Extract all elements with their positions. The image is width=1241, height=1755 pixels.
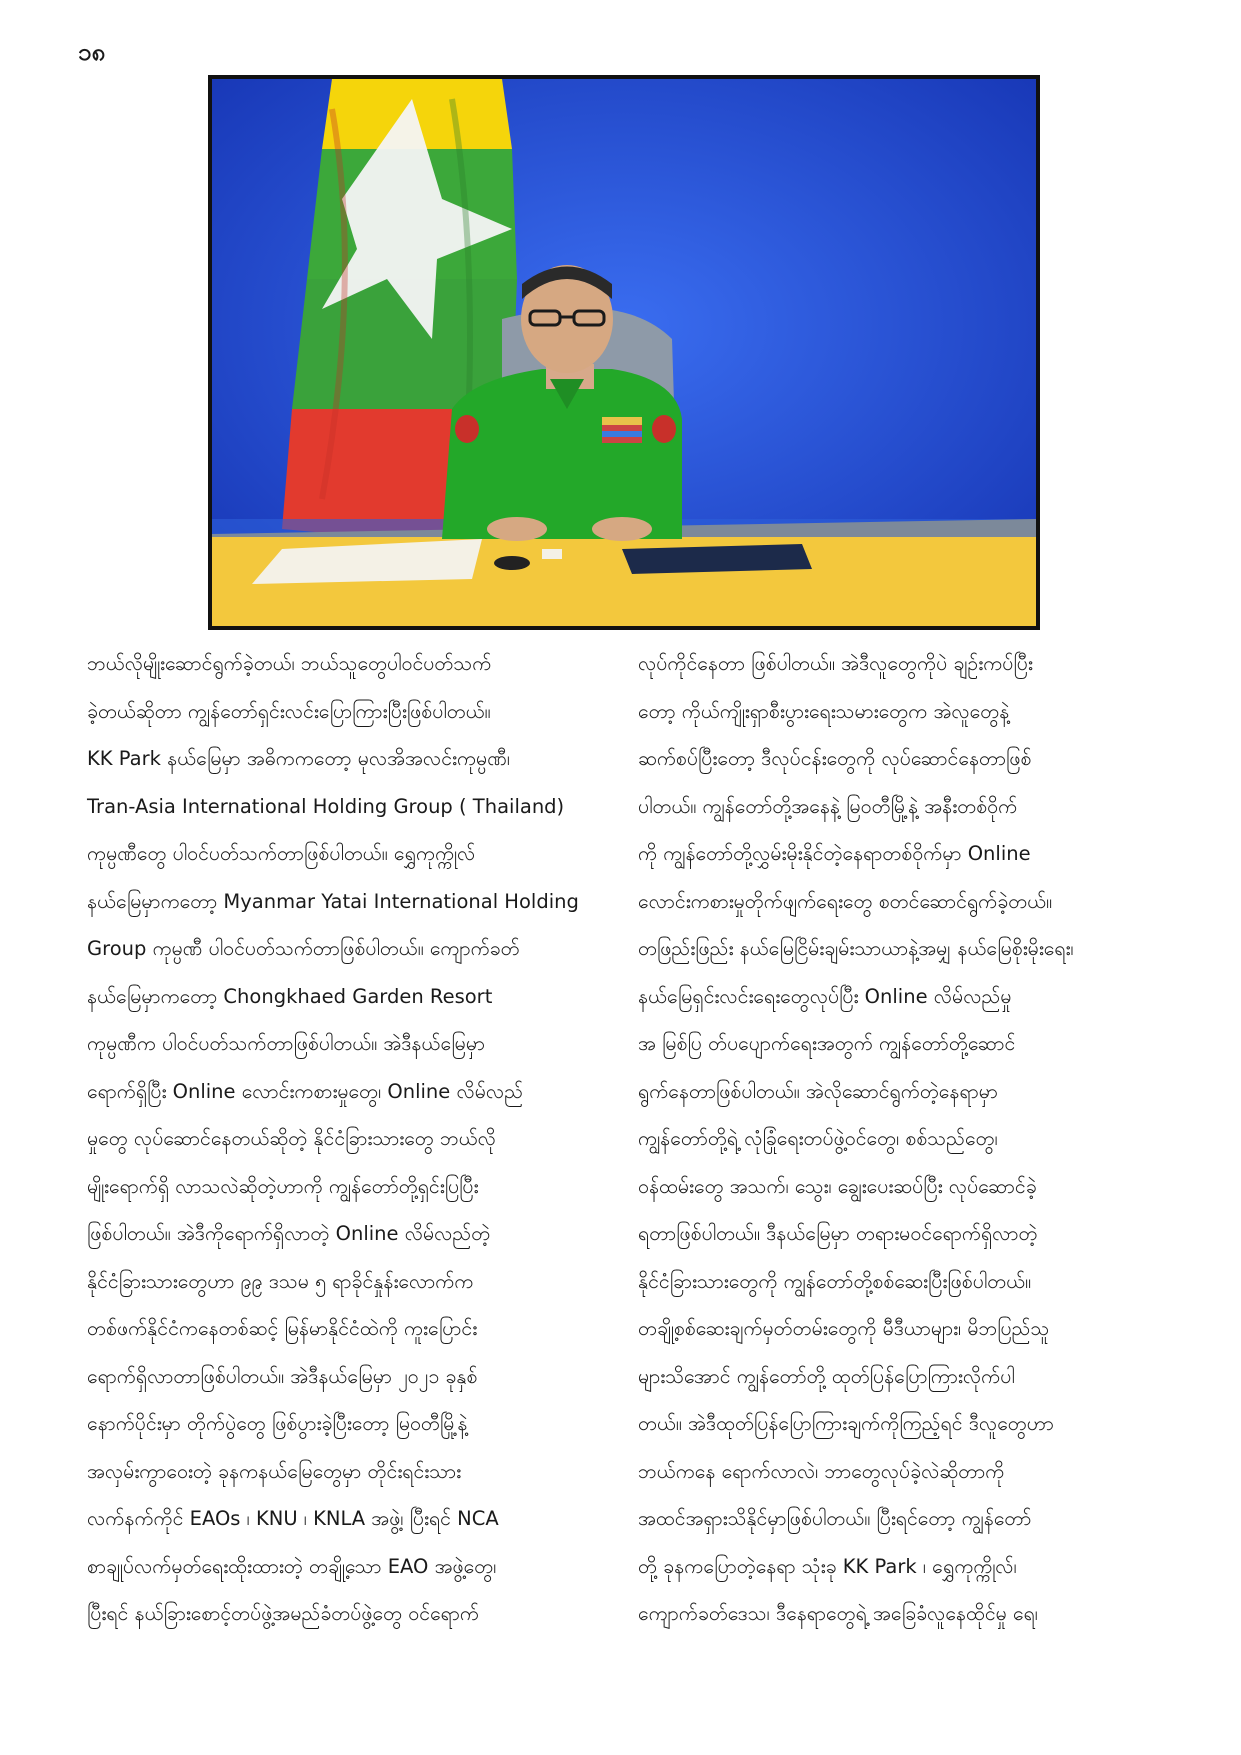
text-line: စာချုပ်လက်မှတ်ရေးထိုးထားတဲ့ တချို့သော EAO အဖွဲ့တွေ၊ [87,1554,497,1578]
shoulder-patch-right [652,415,676,443]
text-line: များသိအောင် ကျွန်တော်တို့ ထုတ်ပြန်ပြောကြားလိုက်ပါ [638,1364,1015,1388]
article-column-left [87,640,602,1638]
article-column-right [638,640,1153,1638]
official-photo-illustration [212,79,1036,626]
page-number: ၁၈ [78,38,106,66]
text-line: အ မြစ်ပြ တ်ပပျောက်ရေးအတွက် ကျွန်တော်တို့ဆောင် [638,1032,1016,1055]
text-line: နယ်မြေမှာကတော့ Chongkhaed Garden Resort [87,984,493,1008]
text-line: မျိုးရောက်ရှိ လာသလဲဆိုတဲ့ဟာကို ကျွန်တော်တို့ရှင်းပြပြီး [87,1174,479,1198]
text-line: တချို့စစ်ဆေးချက်မှတ်တမ်းတွေကို မီဒီယာများ၊ မိဘပြည်သူ [638,1317,1050,1340]
text-line: ရွက်နေတာဖြစ်ပါတယ်။ အဲလိုဆောင်ရွက်တဲ့နေရာမှာ [638,1079,998,1103]
text-line: တော့ ကိုယ်ကျိုးရှာစီးပွားရေးသမားတွေက အဲလူတွေနဲ့ [638,699,1010,723]
text-line: လက်နက်ကိုင် EAOs ၊ KNU ၊ KNLA အဖွဲ့၊ ပြီးရင် NCA [87,1507,499,1530]
text-line: လုပ်ကိုင်နေတာ ဖြစ်ပါတယ်။ အဲဒီလူတွေကိုပဲ ချဉ်းကပ်ပြီး [638,652,1033,675]
text-line: ပါတယ်။ ကျွန်တော်တို့အနေနဲ့ မြဝတီမြို့နဲ့ အနီးတစ်ဝိုက် [638,794,1018,818]
text-line: ကုမ္ပဏီက ပါဝင်ပတ်သက်တာဖြစ်ပါတယ်။ အဲဒီနယ်မြေမှာ [87,1032,485,1055]
text-line: ကုမ္ပဏီတွေ ပါဝင်ပတ်သက်တာဖြစ်ပါတယ်။ ရွှေကုက္ကိုလ် [87,842,476,865]
text-line: နိုင်ငံခြားသားတွေဟာ ၉၉ ဒသမ ၅ ရာခိုင်နှုန်းလောက်က [87,1269,474,1293]
text-line: Tran-Asia International Holding Group ( Thailand) [87,794,565,818]
text-line: တစ်ဖက်နိုင်ငံကနေတစ်ဆင့် မြန်မာနိုင်ငံထဲကို ကူးပြောင်း [87,1317,478,1340]
text-line: နယ်မြေရှင်းလင်းရေးတွေလုပ်ပြီး Online လိမ်လည်မှု [638,984,1012,1008]
text-line: တဖြည်းဖြည်း နယ်မြေငြိမ်းချမ်းသာယာနဲ့အမျှ နယ်မြေစိုးမိုးရေး၊ [638,937,1074,960]
text-line: KK Park နယ်မြေမှာ အဓိကကတော့ မုလအိအလင်းကုမ္ပဏီ၊ [87,747,510,770]
text-line: ရောက်ရှိပြီး Online လောင်းကစားမှုတွေ၊ Online လိမ်လည် [87,1079,524,1103]
text-line: တို့ ခုနကပြောတဲ့နေရာ သုံးခု KK Park ၊ ရွှေကုက္ကိုလ်၊ [638,1554,1017,1578]
text-line: အလှမ်းကွာဝေးတဲ့ ခုနကနယ်မြေတွေမှာ တိုင်းရင်းသား [87,1459,462,1483]
text-line: ရတာဖြစ်ပါတယ်။ ဒီနယ်မြေမှာ တရားမဝင်ရောက်ရှိလာတဲ့ [638,1222,1038,1245]
text-line: ပြီးရင် နယ်ခြားစောင့်တပ်ဖွဲ့အမည်ခံတပ်ဖွဲ့တွေ ဝင်ရောက် [87,1602,479,1625]
text-line: နယ်မြေမှာကတော့ Myanmar Yatai International Holding [87,889,579,913]
mouse [494,556,530,570]
news-photo [208,75,1040,630]
text-line: ကျွန်တော်တို့ရဲ့ လုံခြုံရေးတပ်ဖွဲ့ဝင်တွေ၊ စစ်သည်တွေ၊ [638,1127,998,1150]
text-line: တယ်။ အဲဒီထုတ်ပြန်ပြောကြားချက်ကိုကြည့်ရင် ဒီလူတွေဟာ [638,1412,1054,1435]
text-line: ကျောက်ခတ်ဒေသ၊ ဒီနေရာတွေရဲ့ အခြေခံလူနေထိုင်မှု ရေ၊ [638,1602,1038,1625]
text-line: အထင်အရှားသိနိုင်မှာဖြစ်ပါတယ်။ ပြီးရင်တော့ ကျွန်တော် [638,1507,1032,1530]
shoulder-patch-left [455,415,479,443]
text-line: လောင်းကစားမှုတိုက်ဖျက်ရေးတွေ စတင်ဆောင်ရွက်ခဲ့တယ်။ [638,889,1053,913]
text-line: ဝန်ထမ်းတွေ အသက်၊ သွေး၊ ချွေးပေးဆပ်ပြီး လုပ်ဆောင်ခဲ့ [638,1174,1037,1198]
text-line: ဘယ်ကနေ ရောက်လာလဲ၊ ဘာတွေလုပ်ခဲ့လဲဆိုတာကို [638,1459,1005,1483]
text-line: ခဲ့တယ်ဆိုတာ ကျွန်တော်ရှင်းလင်းပြောကြားပြီးဖြစ်ပါတယ်။ [87,699,491,723]
tablet [622,544,812,574]
text-line: နိုင်ငံခြားသားတွေကို ကျွန်တော်တို့စစ်ဆေးပြီးဖြစ်ပါတယ်။ [638,1269,1032,1293]
text-line: မှုတွေ လုပ်ဆောင်နေတယ်ဆိုတဲ့ နိုင်ငံခြားသားတွေ ဘယ်လို [87,1127,496,1150]
text-line: ရောက်ရှိလာတာဖြစ်ပါတယ်။ အဲဒီနယ်မြေမှာ ၂၀၂၁ ခုနှစ် [87,1364,478,1388]
text-line: ဘယ်လိုမျိုးဆောင်ရွက်ခဲ့တယ်၊ ဘယ်သူတွေပါဝင်ပတ်သက် [87,652,492,675]
text-line: ဖြစ်ပါတယ်။ အဲဒီကိုရောက်ရှိလာတဲ့ Online လိမ်လည်တဲ့ [87,1222,491,1245]
text-line: နောက်ပိုင်းမှာ တိုက်ပွဲတွေ ဖြစ်ပွားခဲ့ပြီးတော့ မြဝတီမြို့နဲ့ [87,1412,468,1435]
text-line: ကို ကျွန်တော်တို့လွှမ်းမိုးနိုင်တဲ့နေရာတစ်ဝိုက်မှာ Online [638,842,1031,865]
text-line: ဆက်စပ်ပြီးတော့ ဒီလုပ်ငန်းတွေကို လုပ်ဆောင်နေတာဖြစ် [638,747,1032,770]
text-line: Group ကုမ္ပဏီ ပါဝင်ပတ်သက်တာဖြစ်ပါတယ်။ ကျောက်ခတ် [87,937,520,960]
